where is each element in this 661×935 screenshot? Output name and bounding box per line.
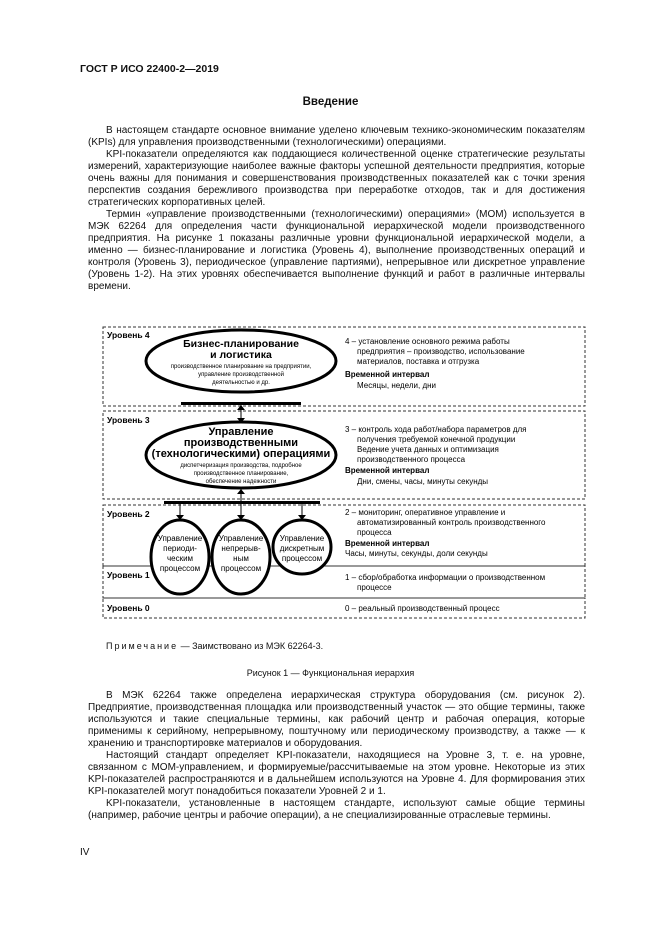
level4-interval-label: Временной интервал <box>345 370 430 379</box>
level2-desc: процесса <box>357 528 392 537</box>
paragraph: Термин «управление производственными (технологическими) операциями» (MOM) используется в МЭК 62264 для определения части функциональной иерархической модели производственного предприятия. На рисунке 1 показаны различные уровни функциональной иерархической модели, а именно — бизнес-планирование и логистика (Уровень 4), выполнение производственных операций и контроля (Уровень 3), периодическое (управление партиями), непрерывное или дискретное управление (Уровень 1-2). На этих уровнях обеспечивается выполнение функций и работ в различные интервалы времени. <box>88 209 585 292</box>
paragraph: KPI-показатели, установленные в настоящем стандарте, используют самые общие термины (например, рабочие центры и рабочие операции), а не специализированные отраслевые термины. <box>88 798 585 821</box>
ellipse-text: дискретным <box>279 544 325 553</box>
ellipse-title: и логистика <box>210 349 272 361</box>
ellipse-desc: диспетчеризация производства, подробное <box>180 463 302 469</box>
page-number: IV <box>80 847 90 858</box>
ellipse-desc: производственное планирование, <box>193 471 289 477</box>
paragraph: В настоящем стандарте основное внимание уделено ключевым технико-экономическим показателям (KPIs) для управления производственными (технологическими) операциями. <box>88 125 585 148</box>
level3-label: Уровень 3 <box>107 415 150 425</box>
note-text: — Заимствовано из МЭК 62264-3. <box>178 641 324 651</box>
level3-interval: Дни, смены, часы, минуты секунды <box>357 477 489 486</box>
section-title: Введение <box>302 96 359 108</box>
level3-desc: 3 – контроль хода работ/набора параметров для <box>345 425 527 434</box>
ellipse-text: Управление <box>157 534 203 543</box>
arrow-up-icon <box>237 489 245 494</box>
ellipse-title: Управление <box>208 426 274 438</box>
bus-bar <box>181 402 301 405</box>
level0-desc: 0 – реальный производственный процесс <box>345 604 500 613</box>
ellipse-text: процессом <box>220 564 262 573</box>
figure-note <box>106 641 323 651</box>
ellipse-text: процессом <box>159 564 201 573</box>
ellipse-title: (технологическими) операциями <box>151 448 331 460</box>
ellipse-text: процессом <box>281 554 323 563</box>
ellipse-text: периоди- <box>163 544 197 553</box>
document-header: ГОСТ Р ИСО 22400-2—2019 <box>80 63 219 75</box>
level3-desc: Ведение учета данных и оптимизация <box>357 445 499 454</box>
ellipse-desc: производственное планирование на предприятии, <box>170 364 312 370</box>
level3-desc: производственного процесса <box>357 455 466 464</box>
level1-desc: процессе <box>357 583 392 592</box>
level2-interval: Часы, минуты, секунды, доли секунды <box>345 549 488 558</box>
level1-label: Уровень 1 <box>107 570 150 580</box>
level3-desc: получения требуемой конечной продукции <box>357 435 516 444</box>
ellipse-text: ческим <box>166 554 194 563</box>
body-text <box>88 690 585 822</box>
ellipse-title: производственными <box>183 437 299 449</box>
figure-caption: Рисунок 1 — Функциональная иерархия <box>246 668 415 678</box>
level0-label: Уровень 0 <box>107 603 150 613</box>
ellipse-text: Управление <box>279 534 325 543</box>
level4-label: Уровень 4 <box>107 330 150 340</box>
level2-desc: 2 – мониторинг, оперативное управление и <box>345 508 506 517</box>
level0-box <box>103 598 585 618</box>
ellipse-text: Управление <box>218 534 264 543</box>
level2-desc: автоматизированный контроль производственного <box>357 518 546 527</box>
note-label: Примечание <box>106 641 179 651</box>
paragraph: Настоящий стандарт определяет KPI-показатели, находящиеся на Уровне 3, т. е. на уровне, связанном с MOM-управлением, и формируемые/рассчитываемые на этом уровне. Некоторые из этих KPI-показателей распространяются и в дальнейшем используются на Уровне 4. Для формирования этих KPI-показателей могут понадобиться показатели Уровней 2 и 1. <box>88 750 585 797</box>
ellipse-desc: деятельностью и др. <box>212 380 270 386</box>
level4-desc: предприятия – производство, использование <box>357 347 525 356</box>
level1-desc: 1 – сбор/обработка информации о производственном <box>345 573 546 582</box>
ellipse-desc: обеспечение надежности <box>205 479 277 485</box>
level4-desc: 4 – установление основного режима работы <box>345 337 510 346</box>
paragraph: В МЭК 62264 также определена иерархическая структура оборудования (см. рисунок 2). Предприятие, производственная площадка или производственный участок — это общие термины, также используются и такие специальные термины, как рабочий центр и рабочая операция, которые применимы к серийному, непрерывному, поштучному или периодическому производству, а также — к хранению и транспортировке материалов и оборудования. <box>88 690 585 749</box>
level2-interval-label: Временной интервал <box>345 539 430 548</box>
level4-desc: материалов, поставка и отгрузка <box>357 357 480 366</box>
level4-interval: Месяцы, недели, дни <box>357 381 436 390</box>
ellipse-title: Бизнес-планирование <box>183 338 299 350</box>
level3-interval-label: Временной интервал <box>345 466 430 475</box>
ellipse-text: ным <box>233 554 249 563</box>
level2-label: Уровень 2 <box>107 509 150 519</box>
ellipse-desc: управление производственной <box>198 372 284 378</box>
bus-bar <box>164 501 320 504</box>
paragraph: KPI-показатели определяются как поддающиеся количественной оценке стратегические результаты измерений, характеризующие наиболее важные факторы успешной деятельности предприятия, которые очень важны для понимания и совершенствования производственных показателей как с точки зрения перспектив создания бережливого производства при переработке отходов, так и для достижения стратегических корпоративных целей. <box>88 149 585 208</box>
ellipse-text: непрерыв- <box>221 544 261 553</box>
